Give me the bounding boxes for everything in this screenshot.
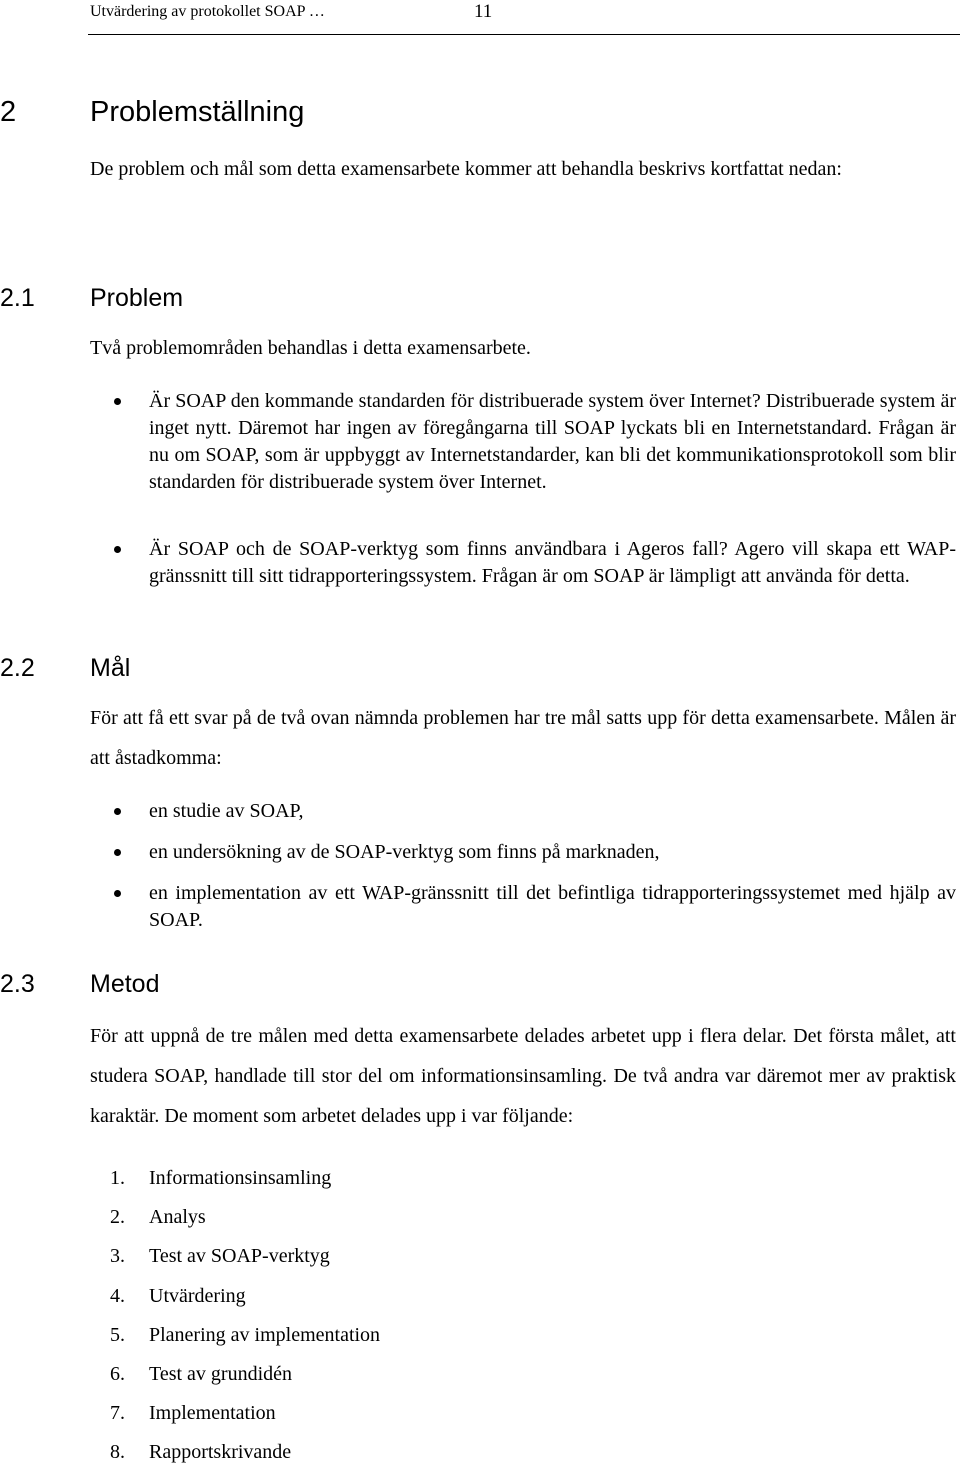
- page-header: [88, 0, 960, 35]
- list-item-text: en implementation av ett WAP-gränssnitt till det befintliga tidrapporteringssystemet med hjälp av SOAP.: [149, 882, 956, 931]
- list-item: [90, 1245, 690, 1273]
- step-label: Rapportskrivande: [149, 1441, 292, 1463]
- list-item-text: en undersökning av de SOAP-verktyg som finns på marknaden,: [149, 841, 660, 863]
- section-title: Metod: [90, 970, 160, 998]
- section-2-1-intro: Två problemområden behandlas i detta examensarbete.: [90, 337, 531, 359]
- section-number: 2: [0, 96, 17, 128]
- list-item: [90, 1441, 690, 1469]
- step-label: Test av grundidén: [149, 1363, 293, 1385]
- step-label: Utvärdering: [149, 1285, 246, 1307]
- step-number: 8.: [110, 1441, 125, 1463]
- step-label: Implementation: [149, 1402, 276, 1424]
- step-number: 2.: [110, 1206, 125, 1228]
- list-item: [90, 1285, 690, 1313]
- section-title: Problemställning: [90, 96, 305, 128]
- section-2-3-intro: För att uppnå de tre målen med detta examensarbete delades arbetet upp i flera delar. Det första målet, att studera SOAP, handlade till stor del om informationsinsamling. De två andra var däremot mer av praktisk karaktär. De moment som arbetet delades upp i var följande:: [90, 1025, 956, 1127]
- bullet-icon: [114, 890, 121, 897]
- section-2-3-heading: [0, 970, 600, 1002]
- list-item: [90, 1206, 690, 1234]
- list-item: [90, 1324, 690, 1352]
- section-title: Mål: [90, 654, 131, 682]
- step-label: Planering av implementation: [149, 1324, 381, 1346]
- step-label: Analys: [149, 1206, 206, 1228]
- bullet-icon: [114, 398, 121, 405]
- list-item: [90, 1167, 690, 1195]
- page-number: 11: [474, 1, 493, 22]
- step-number: 5.: [110, 1324, 125, 1346]
- list-item: [90, 1402, 690, 1430]
- step-label: Test av SOAP-verktyg: [149, 1245, 330, 1267]
- step-label: Informationsinsamling: [149, 1167, 332, 1189]
- running-title: Utvärdering av protokollet SOAP …: [90, 3, 325, 20]
- step-number: 3.: [110, 1245, 125, 1267]
- section-number: 2.2: [0, 654, 35, 682]
- list-item: [90, 1363, 690, 1391]
- bullet-icon: [114, 849, 121, 856]
- section-2-intro: De problem och mål som detta examensarbete kommer att behandla beskrivs kortfattat nedan:: [90, 158, 842, 180]
- bullet-icon: [114, 546, 121, 553]
- list-item-text: Är SOAP och de SOAP-verktyg som finns användbara i Ageros fall? Agero vill skapa ett WAP-gränssnitt till sitt tidrapporteringssystem. Frågan är om SOAP är lämpligt att använda för detta.: [149, 538, 956, 587]
- section-2-1-heading: [0, 284, 600, 316]
- step-number: 6.: [110, 1363, 125, 1385]
- section-2-heading: [0, 96, 600, 132]
- section-number: 2.1: [0, 284, 35, 312]
- list-item-text: Är SOAP den kommande standarden för distribuerade system över Internet? Distribuerade system är inget nytt. Däremot har ingen av föregångarna till SOAP lyckats bli en Internetstandard. Frågan är nu om SOAP, som är uppbyggt av Internetstandarder, kan bli det kommunikationsprotokoll som blir standarden för distribuerade system över Internet.: [149, 390, 956, 493]
- step-number: 7.: [110, 1402, 125, 1424]
- section-number: 2.3: [0, 970, 35, 998]
- section-2-2-heading: [0, 654, 600, 686]
- bullet-icon: [114, 808, 121, 815]
- section-2-2-intro: För att få ett svar på de två ovan nämnda problemen har tre mål satts upp för detta examensarbete. Målen är att åstadkomma:: [90, 707, 956, 769]
- step-number: 4.: [110, 1285, 125, 1307]
- section-title: Problem: [90, 284, 184, 312]
- list-item-text: en studie av SOAP,: [149, 800, 304, 822]
- step-number: 1.: [110, 1167, 125, 1189]
